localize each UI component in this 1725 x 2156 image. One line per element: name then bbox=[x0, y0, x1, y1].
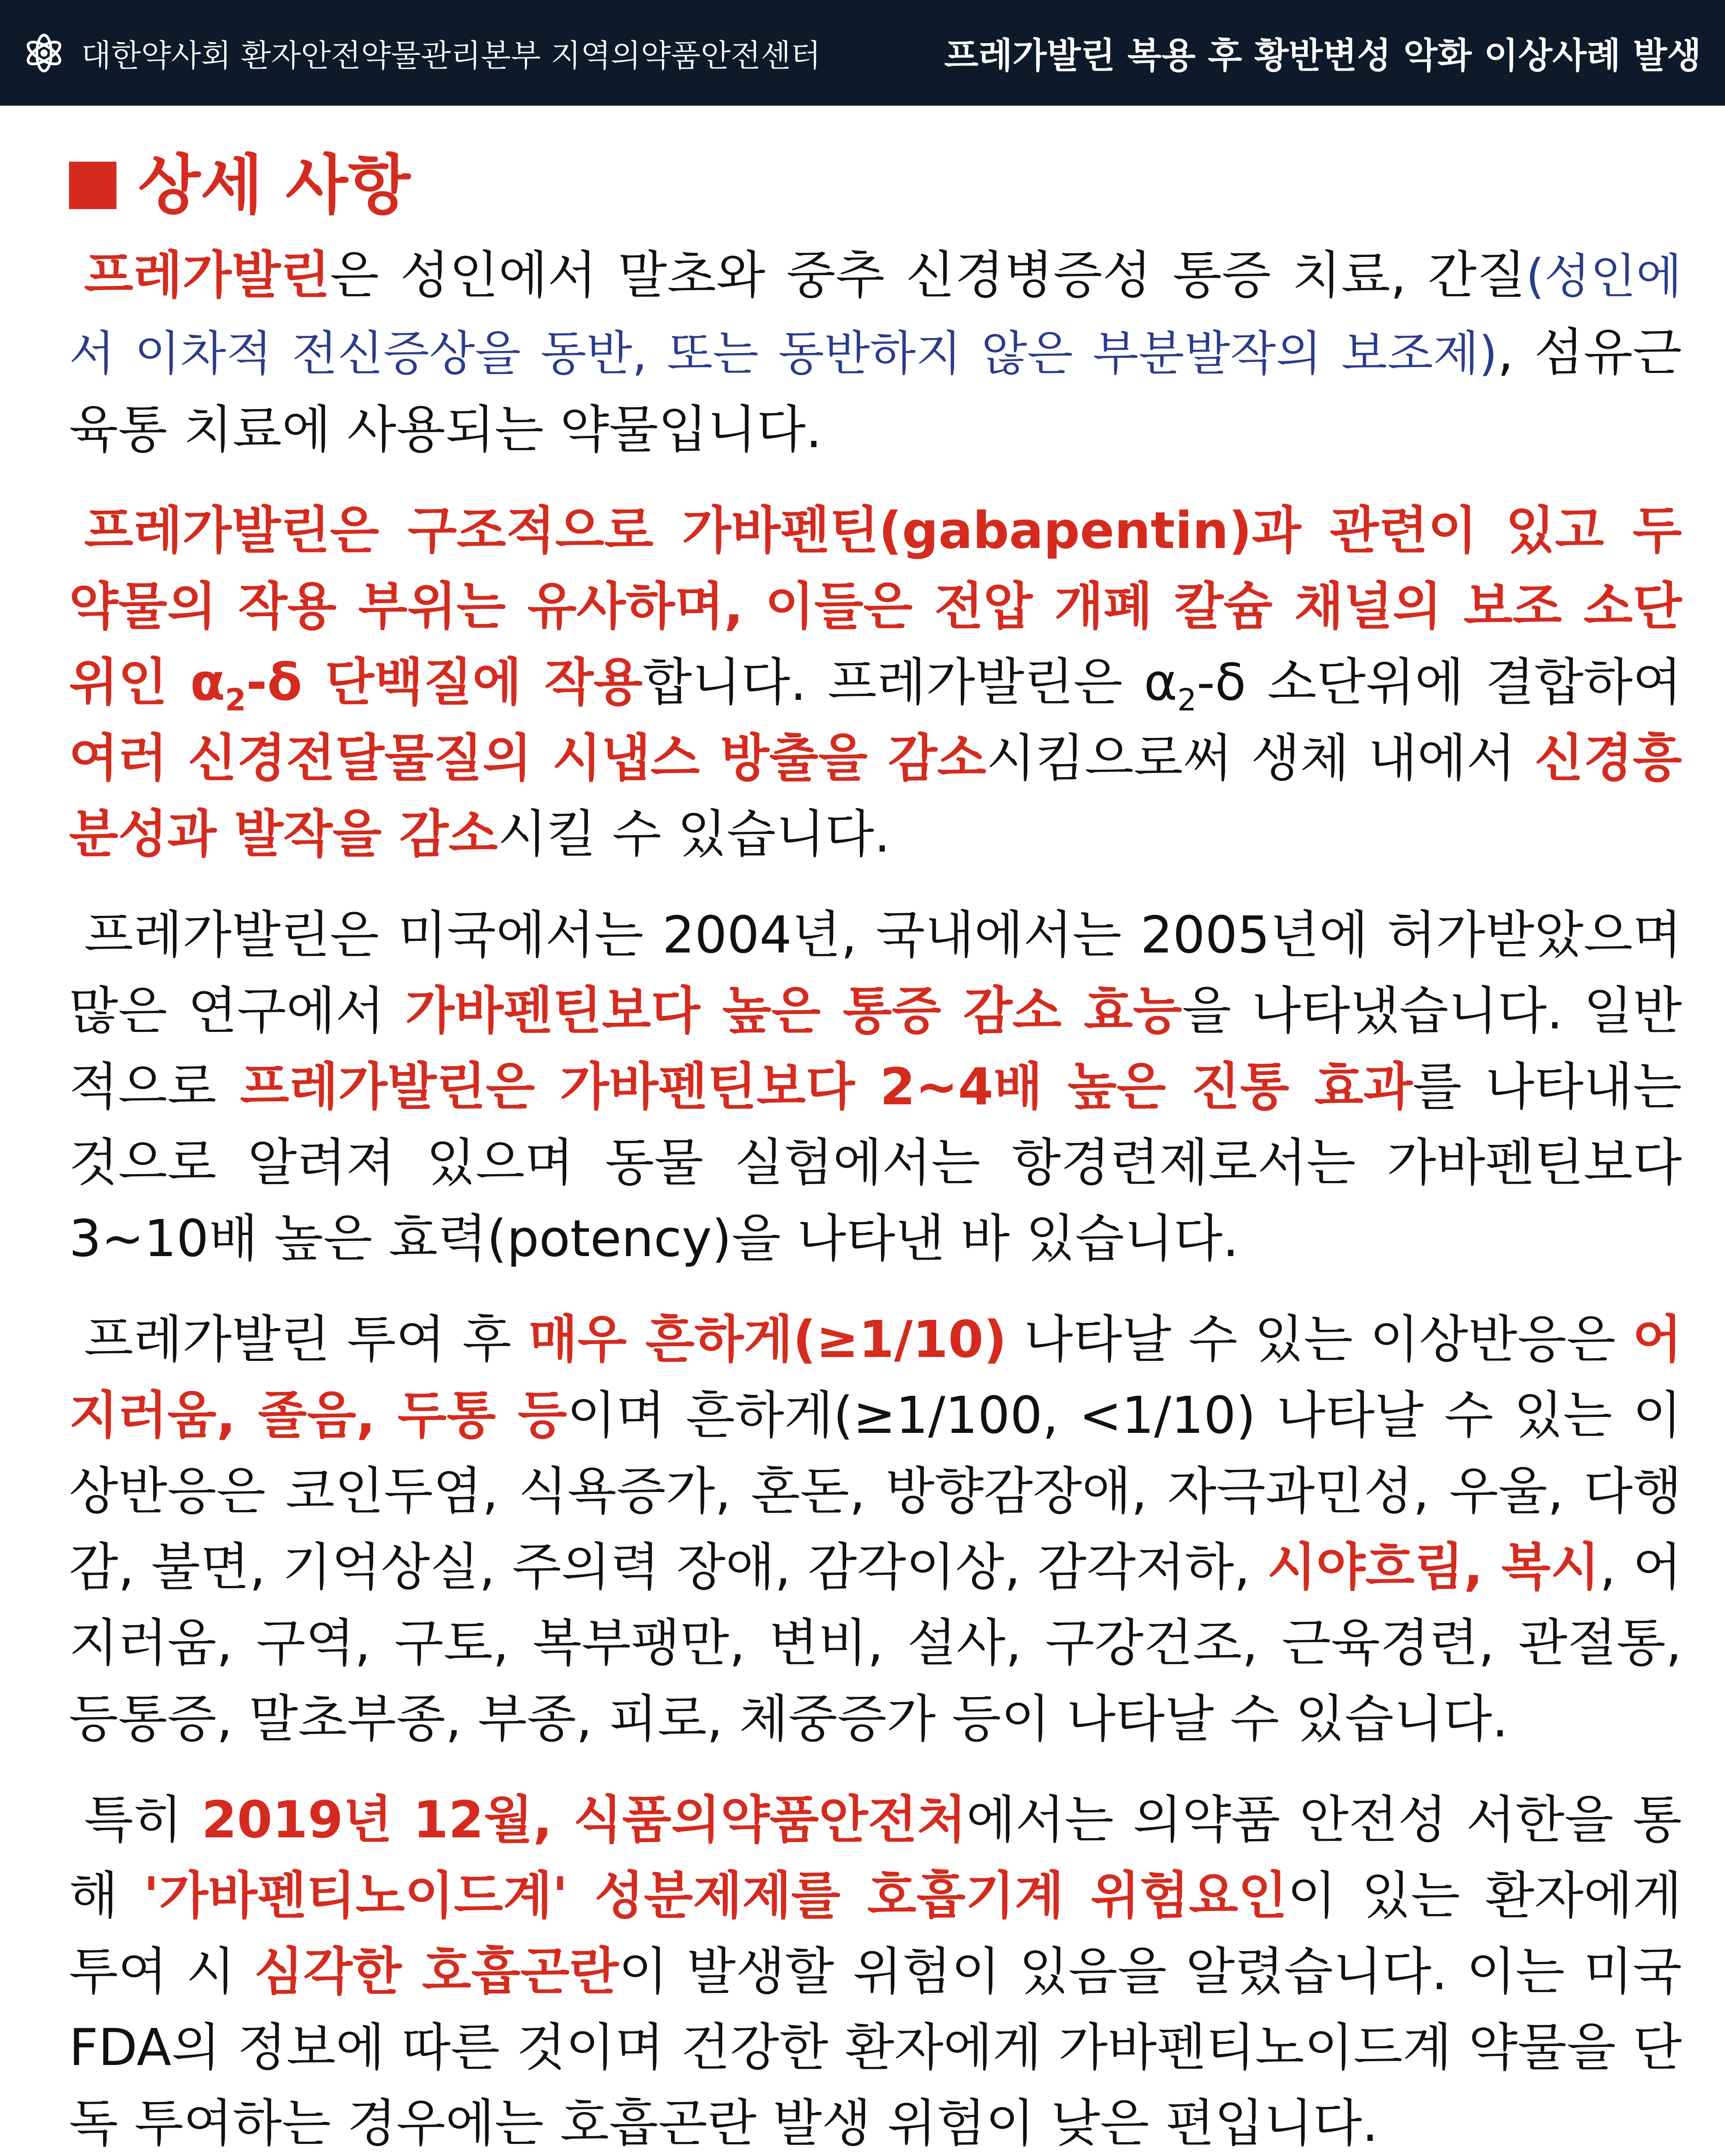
epilepsy-note: (성인에서 이차적 전신증상을 동반, 또는 동반하지 않은 부분발작의 보조제) bbox=[69, 249, 1682, 381]
highlight-text: 2019년 12월, 식품의약품안전처 bbox=[201, 1790, 966, 1849]
paragraph-indications bbox=[69, 237, 1682, 467]
text-span: 프레가발린은 미국에서는 2004년, 국내에서는 2005년에 허가받았으며 많은 연구에서 bbox=[69, 905, 1682, 1040]
text-span: 이 발생할 위험이 있음을 알렸습니다. 이는 미국 FDA의 정보에 따른 것이며 건강한 환자에게 가바펜티노이드계 약물을 단독 투여하는 경우에는 호흡곤란 발생 위험이 낮은 편입니다. bbox=[69, 1942, 1682, 2153]
kpa-logo-icon bbox=[22, 31, 66, 75]
highlight-text: 신경흥분성과 발작을 감소 bbox=[69, 728, 1682, 864]
square-bullet-icon bbox=[69, 162, 116, 209]
org-name: 대한약사회 환자안전약물관리본부 지역의약품안전센터 bbox=[81, 37, 821, 74]
paragraph-mfds-notice bbox=[69, 1782, 1682, 2156]
text-span: 은 성인에서 말초와 중추 신경병증성 통증 치료, 간질 bbox=[329, 245, 1526, 305]
paragraph-adverse-reactions bbox=[69, 1301, 1682, 1757]
paragraph-efficacy bbox=[69, 897, 1682, 1276]
text-span: -δ 단백질에 작용 bbox=[246, 652, 643, 712]
highlight-text: 가바펜틴보다 높은 통증 감소 효능 bbox=[405, 981, 1182, 1040]
text-span: , 어지러움, 구역, 구토, 복부팽만, 변비, 설사, 구강건조, 근육경련, 관절통, 등통증, 말초부종, 부종, 피로, 체중증가 등이 나타날 수 있습니다. bbox=[69, 1537, 1682, 1749]
section-heading-text: 상세 사항 bbox=[138, 148, 411, 223]
highlight-text: 프레가발린은 가바펜틴보다 2~4배 높은 진통 효과 bbox=[240, 1057, 1413, 1116]
text-span: 이며 흔하게(≥1/100, <1/10) 나타날 수 있는 이상반응은 코인두염, 식욕증가, 혼돈, 방향감장애, 자극과민성, 우울, 다행감, 불면, 기억상실, 주의력 장애, 감각이상, 감각저하, bbox=[69, 1385, 1682, 1597]
text-span: 을 나타냈습니다. 일반적으로 bbox=[69, 981, 1682, 1116]
text-span: 프레가발린 투여 후 bbox=[84, 1310, 529, 1369]
section-heading bbox=[69, 147, 1682, 224]
main-content bbox=[69, 147, 1682, 2156]
highlight-text: 어지러움, 졸음, 두통 등 bbox=[69, 1310, 1682, 1445]
text-span: 나타날 수 있는 이상반응은 bbox=[1007, 1310, 1633, 1369]
highlight-text: '가바펜티노이드계' 성분제제를 호흡기계 위험요인 bbox=[143, 1866, 1287, 1925]
text-span: -δ 소단위에 결합하여 bbox=[1196, 652, 1682, 712]
header-bar bbox=[0, 0, 1725, 106]
text-span: 프레가발린은 구조적으로 가바펜틴(gabapentin)과 관련이 있고 두 약물의 작용 부위는 유사하며, 이들은 전압 개폐 칼슘 채널의 보조 소단위인 α bbox=[69, 501, 1682, 712]
paragraph-mechanism bbox=[69, 492, 1682, 872]
text-span: 시킴으로써 생체 내에서 bbox=[986, 728, 1535, 788]
highlight-text: 여러 신경전달물질의 시냅스 방출을 감소 bbox=[69, 728, 986, 788]
text-span: 시킬 수 있습니다. bbox=[498, 804, 891, 864]
highlight-text: 시야흐림, 복시 bbox=[1267, 1537, 1600, 1597]
text-span: 에서는 의약품 안전성 서한을 통해 bbox=[69, 1790, 1682, 1925]
text-span: 를 나타내는 것으로 알려져 있으며 동물 실험에서는 항경련제로서는 가바펜틴보다 3~10배 높은 효력(potency)을 나타낸 바 있습니다. bbox=[69, 1057, 1682, 1268]
highlight-text: 매우 흔하게(≥1/10) bbox=[528, 1310, 1007, 1369]
drug-name: 프레가발린 bbox=[84, 245, 330, 305]
org-block bbox=[22, 31, 821, 75]
text-span: , 섬유근육통 치료에 사용되는 약물입니다. bbox=[69, 323, 1682, 459]
report-title: 프레가발린 복용 후 황반변성 악화 이상사례 발생 bbox=[944, 35, 1701, 76]
subscript: 2 bbox=[1177, 682, 1197, 718]
subscript: 2 bbox=[225, 682, 246, 718]
text-span: 합니다. 프레가발린은 α bbox=[643, 652, 1178, 712]
highlight-text: 심각한 호흡곤란 bbox=[254, 1942, 619, 2001]
text-span: 이 있는 환자에게 투여 시 bbox=[69, 1866, 1682, 2001]
text-span: 특히 bbox=[84, 1790, 202, 1849]
